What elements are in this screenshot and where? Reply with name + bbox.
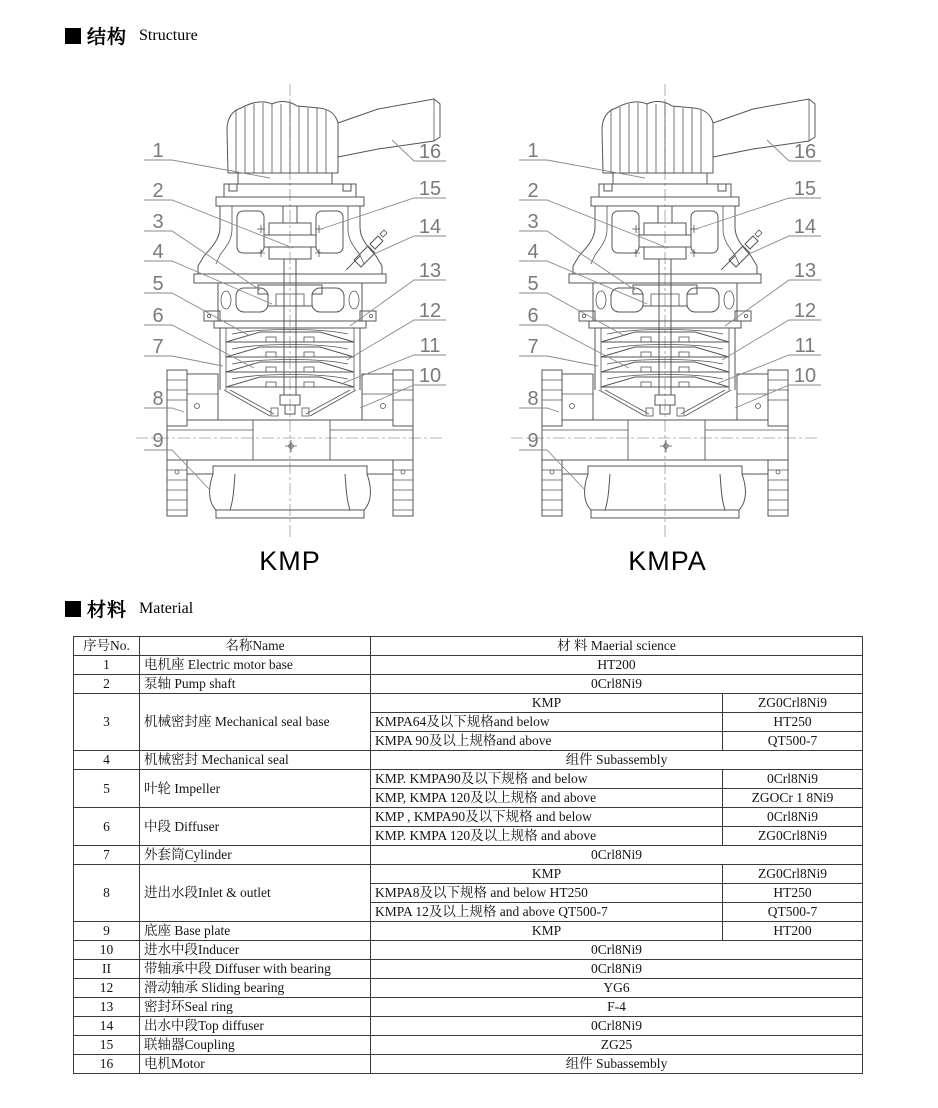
cell-material: 0Crl8Ni9	[723, 808, 863, 827]
cell-no: 5	[74, 770, 140, 808]
cell-no: 13	[74, 998, 140, 1017]
cell-material: 0Crl8Ni9	[371, 1017, 863, 1036]
cell-name: 出水中段Top diffuser	[140, 1017, 371, 1036]
cell-material: 0Crl8Ni9	[371, 941, 863, 960]
cell-material: 0Crl8Ni9	[371, 960, 863, 979]
cell-no: 14	[74, 1017, 140, 1036]
header-no: 序号No.	[74, 637, 140, 656]
cell-material: ZG25	[371, 1036, 863, 1055]
cell-name: 进出水段Inlet & outlet	[140, 865, 371, 922]
cell-no: 7	[74, 846, 140, 865]
structure-header-en: Structure	[139, 26, 198, 44]
cell-material: HT200	[723, 922, 863, 941]
cell-material: HT250	[723, 713, 863, 732]
cell-name: 机械密封 Mechanical seal	[140, 751, 371, 770]
kmp-diagram	[136, 84, 446, 538]
table-row	[74, 770, 863, 789]
cell-no: 16	[74, 1055, 140, 1074]
cell-no: 10	[74, 941, 140, 960]
cell-spec: KMP , KMPA90及以下规格 and below	[371, 808, 723, 827]
kmp-caption: KMP	[259, 546, 321, 576]
cell-material: ZG0Crl8Ni9	[723, 865, 863, 884]
kmpa-diagram	[511, 84, 821, 538]
cell-spec: KMP	[371, 922, 723, 941]
cell-name: 底座 Base plate	[140, 922, 371, 941]
cell-material: 0Crl8Ni9	[723, 770, 863, 789]
table-row	[74, 979, 863, 998]
cell-name: 进水中段Inducer	[140, 941, 371, 960]
cell-spec: KMP	[371, 694, 723, 713]
table-row	[74, 960, 863, 979]
cell-name: 外套筒Cylinder	[140, 846, 371, 865]
table-row	[74, 941, 863, 960]
cell-spec: KMPA 90及以上规格and above	[371, 732, 723, 751]
table-row	[74, 1055, 863, 1074]
cell-name: 叶轮 Impeller	[140, 770, 371, 808]
cell-spec: KMP	[371, 865, 723, 884]
structure-header-cn: 结构	[87, 27, 128, 48]
cell-name: 联轴器Coupling	[140, 1036, 371, 1055]
cell-material: ZG0Crl8Ni9	[723, 694, 863, 713]
cell-no: 3	[74, 694, 140, 751]
material-header	[65, 595, 193, 622]
cell-no: 4	[74, 751, 140, 770]
black-square-icon	[65, 28, 81, 44]
header-material: 材 料 Maerial science	[371, 637, 863, 656]
cell-no: 15	[74, 1036, 140, 1055]
table-row	[74, 998, 863, 1017]
cell-material: QT500-7	[723, 903, 863, 922]
cell-spec: KMPA64及以下规格and below	[371, 713, 723, 732]
cell-material: 0Crl8Ni9	[371, 846, 863, 865]
cell-name: 滑动轴承 Sliding bearing	[140, 979, 371, 998]
cell-spec: KMP, KMPA 120及以上规格 and above	[371, 789, 723, 808]
cell-no: 6	[74, 808, 140, 846]
cell-material: 组件 Subassembly	[371, 751, 863, 770]
table-row	[74, 694, 863, 713]
cell-no: 9	[74, 922, 140, 941]
table-row	[74, 846, 863, 865]
material-header-en: Material	[139, 599, 194, 617]
cell-name: 中段 Diffuser	[140, 808, 371, 846]
table-header-row	[74, 637, 863, 656]
table-row	[74, 675, 863, 694]
cell-material: YG6	[371, 979, 863, 998]
cell-no: 2	[74, 675, 140, 694]
cell-name: 带轴承中段 Diffuser with bearing	[140, 960, 371, 979]
cell-material: QT500-7	[723, 732, 863, 751]
table-row	[74, 865, 863, 884]
cell-material: F-4	[371, 998, 863, 1017]
table-row	[74, 922, 863, 941]
cell-material: HT250	[723, 884, 863, 903]
table-row	[74, 1017, 863, 1036]
cell-no: II	[74, 960, 140, 979]
cell-material: HT200	[371, 656, 863, 675]
cell-spec: KMPA8及以下规格 and below HT250	[371, 884, 723, 903]
cell-spec: KMPA 12及以上规格 and above QT500-7	[371, 903, 723, 922]
table-row	[74, 1036, 863, 1055]
cell-material: ZG0Crl8Ni9	[723, 827, 863, 846]
kmpa-caption: KMPA	[628, 546, 707, 576]
cell-spec: KMP. KMPA 120及以上规格 and above	[371, 827, 723, 846]
cell-no: 1	[74, 656, 140, 675]
header-name: 名称Name	[140, 637, 371, 656]
table-row	[74, 656, 863, 675]
cell-material: 0Crl8Ni9	[371, 675, 863, 694]
structure-header	[65, 22, 198, 49]
material-table	[73, 636, 863, 1074]
table-row	[74, 808, 863, 827]
cell-name: 电机Motor	[140, 1055, 371, 1074]
black-square-icon	[65, 601, 81, 617]
cell-spec: KMP. KMPA90及以下规格 and below	[371, 770, 723, 789]
cell-material: ZGOCr 1 8Ni9	[723, 789, 863, 808]
cell-name: 泵轴 Pump shaft	[140, 675, 371, 694]
table-row	[74, 751, 863, 770]
pump-diagrams	[120, 78, 840, 544]
cell-no: 8	[74, 865, 140, 922]
cell-name: 电机座 Electric motor base	[140, 656, 371, 675]
cell-material: 组件 Subassembly	[371, 1055, 863, 1074]
material-header-cn: 材料	[87, 600, 128, 621]
cell-name: 密封环Seal ring	[140, 998, 371, 1017]
cell-name: 机械密封座 Mechanical seal base	[140, 694, 371, 751]
cell-no: 12	[74, 979, 140, 998]
